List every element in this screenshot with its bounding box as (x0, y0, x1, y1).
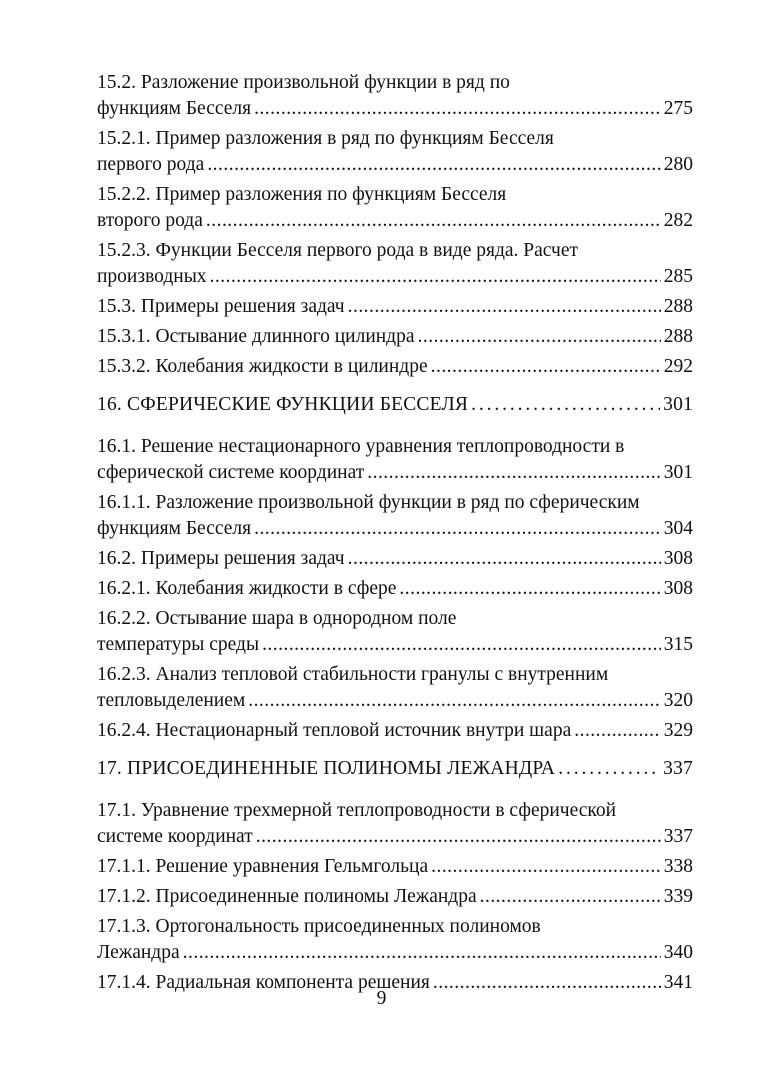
toc-page-number: 304 (663, 518, 693, 539)
toc-entry-line: 15.2. Разложение произвольной функции в ряд по (97, 72, 510, 93)
toc-entry (97, 126, 693, 178)
toc-page-number: 301 (663, 394, 693, 415)
toc-entry-line: 16.1. Решение нестационарного уравнения теплопроводности в (97, 436, 625, 457)
toc-page-number: 339 (663, 886, 693, 907)
dot-leader (206, 208, 661, 234)
toc-entry-title: температуры среды (97, 634, 260, 655)
toc-entry-line: 15.2.3. Функции Бесселя первого рода в виде ряда. Расчет (97, 240, 579, 261)
dot-leader (574, 718, 661, 744)
toc-entry (97, 182, 693, 234)
toc-entry-line: 15.2.2. Пример разложения по функциям Бесселя (97, 184, 507, 205)
toc-page-number: 308 (663, 548, 693, 569)
toc-page-number: 338 (663, 856, 693, 877)
toc-page-number: 320 (663, 690, 693, 711)
dot-leader (399, 576, 660, 602)
dot-leader (431, 354, 661, 380)
dot-leader (480, 884, 661, 910)
toc-page-number: 282 (663, 210, 693, 231)
toc-entry (97, 662, 693, 714)
toc-entry (97, 70, 693, 122)
toc-page-number: 341 (663, 972, 693, 993)
toc-entry-title: 17.1.2. Присоединенные полиномы Лежандра (97, 886, 477, 907)
toc-entry-title: производных (97, 266, 207, 287)
toc-entry (97, 576, 693, 602)
toc-page-number: 275 (663, 98, 693, 119)
toc-page-number: 280 (663, 154, 693, 175)
toc-entry (97, 434, 693, 486)
dot-leader (418, 324, 661, 350)
dot-leader (256, 824, 661, 850)
toc-entry-line: 15.2.1. Пример разложения в ряд по функциям Бесселя (97, 128, 554, 149)
toc-entry-title: 16.2.1. Колебания жидкости в сфере (97, 578, 397, 599)
dot-leader (207, 152, 660, 178)
toc-entry-line: 17.1. Уравнение трехмерной теплопроводности в сферической (97, 800, 617, 821)
toc-entry-title: 17.1.4. Радиальная компонента решения (97, 972, 430, 993)
dot-leader (248, 688, 661, 714)
toc-entry (97, 490, 693, 542)
dot-leader (254, 96, 661, 122)
toc-page-number: 292 (663, 356, 693, 377)
toc-chapter (97, 392, 693, 418)
toc-entry-title: системе координат (97, 826, 253, 847)
page-number: 9 (376, 988, 387, 1009)
dot-leader (348, 294, 661, 320)
dot-leader (431, 854, 661, 880)
toc-entry-title: 17. ПРИСОЕДИНЕННЫЕ ПОЛИНОМЫ ЛЕЖАНДРА (97, 758, 556, 779)
dot-leader (558, 756, 660, 782)
dot-leader (210, 264, 661, 290)
toc-chapter (97, 756, 693, 782)
dot-leader (471, 392, 660, 418)
toc-entry-line: 16.2.2. Остывание шара в однородном поле (97, 608, 457, 629)
toc-page-number: 301 (663, 462, 693, 483)
toc-entry-title: функциям Бесселя (97, 98, 252, 119)
toc-page-number: 288 (663, 296, 693, 317)
toc-page-number: 337 (663, 758, 693, 779)
toc-entry-title: 16. СФЕРИЧЕСКИЕ ФУНКЦИИ БЕССЕЛЯ (97, 394, 469, 415)
toc-entry (97, 884, 693, 910)
toc-entry (97, 324, 693, 350)
table-of-contents (97, 70, 693, 1000)
toc-entry-title: сферической системе координат (97, 462, 365, 483)
toc-entry (97, 718, 693, 744)
dot-leader (254, 516, 661, 542)
toc-entry (97, 798, 693, 850)
toc-entry (97, 606, 693, 658)
toc-entry (97, 354, 693, 380)
toc-page-number: 329 (663, 720, 693, 741)
toc-entry-title: тепловыделением (97, 690, 246, 711)
toc-entry (97, 914, 693, 966)
dot-leader (183, 940, 661, 966)
toc-entry (97, 854, 693, 880)
toc-entry-line: 17.1.3. Ортогональность присоединенных полиномов (97, 916, 541, 937)
toc-entry-title: первого рода (97, 154, 205, 175)
toc-page-number: 315 (663, 634, 693, 655)
toc-entry (97, 546, 693, 572)
toc-entry-title: Лежандра (97, 942, 180, 963)
toc-page-number: 340 (663, 942, 693, 963)
toc-entry-title: 15.3. Примеры решения задач (97, 296, 345, 317)
dot-leader (348, 546, 661, 572)
dot-leader (262, 632, 661, 658)
toc-entry-line: 16.1.1. Разложение произвольной функции в ряд по сферическим (97, 492, 640, 513)
toc-entry-line: 16.2.3. Анализ тепловой стабильности гранулы с внутренним (97, 664, 609, 685)
toc-page-number: 285 (663, 266, 693, 287)
toc-page-number: 308 (663, 578, 693, 599)
dot-leader (367, 460, 661, 486)
toc-entry-title: 15.3.2. Колебания жидкости в цилиндре (97, 356, 428, 377)
toc-entry-title: 17.1.1. Решение уравнения Гельмгольца (97, 856, 429, 877)
toc-entry (97, 294, 693, 320)
toc-entry-title: функциям Бесселя (97, 518, 252, 539)
toc-page-number: 337 (663, 826, 693, 847)
toc-entry-title: второго рода (97, 210, 203, 231)
toc-page-number: 288 (663, 326, 693, 347)
toc-entry-title: 15.3.1. Остывание длинного цилиндра (97, 326, 415, 347)
toc-entry-title: 16.2.4. Нестационарный тепловой источник внутри шара (97, 720, 572, 741)
toc-entry (97, 238, 693, 290)
toc-entry-title: 16.2. Примеры решения задач (97, 548, 345, 569)
